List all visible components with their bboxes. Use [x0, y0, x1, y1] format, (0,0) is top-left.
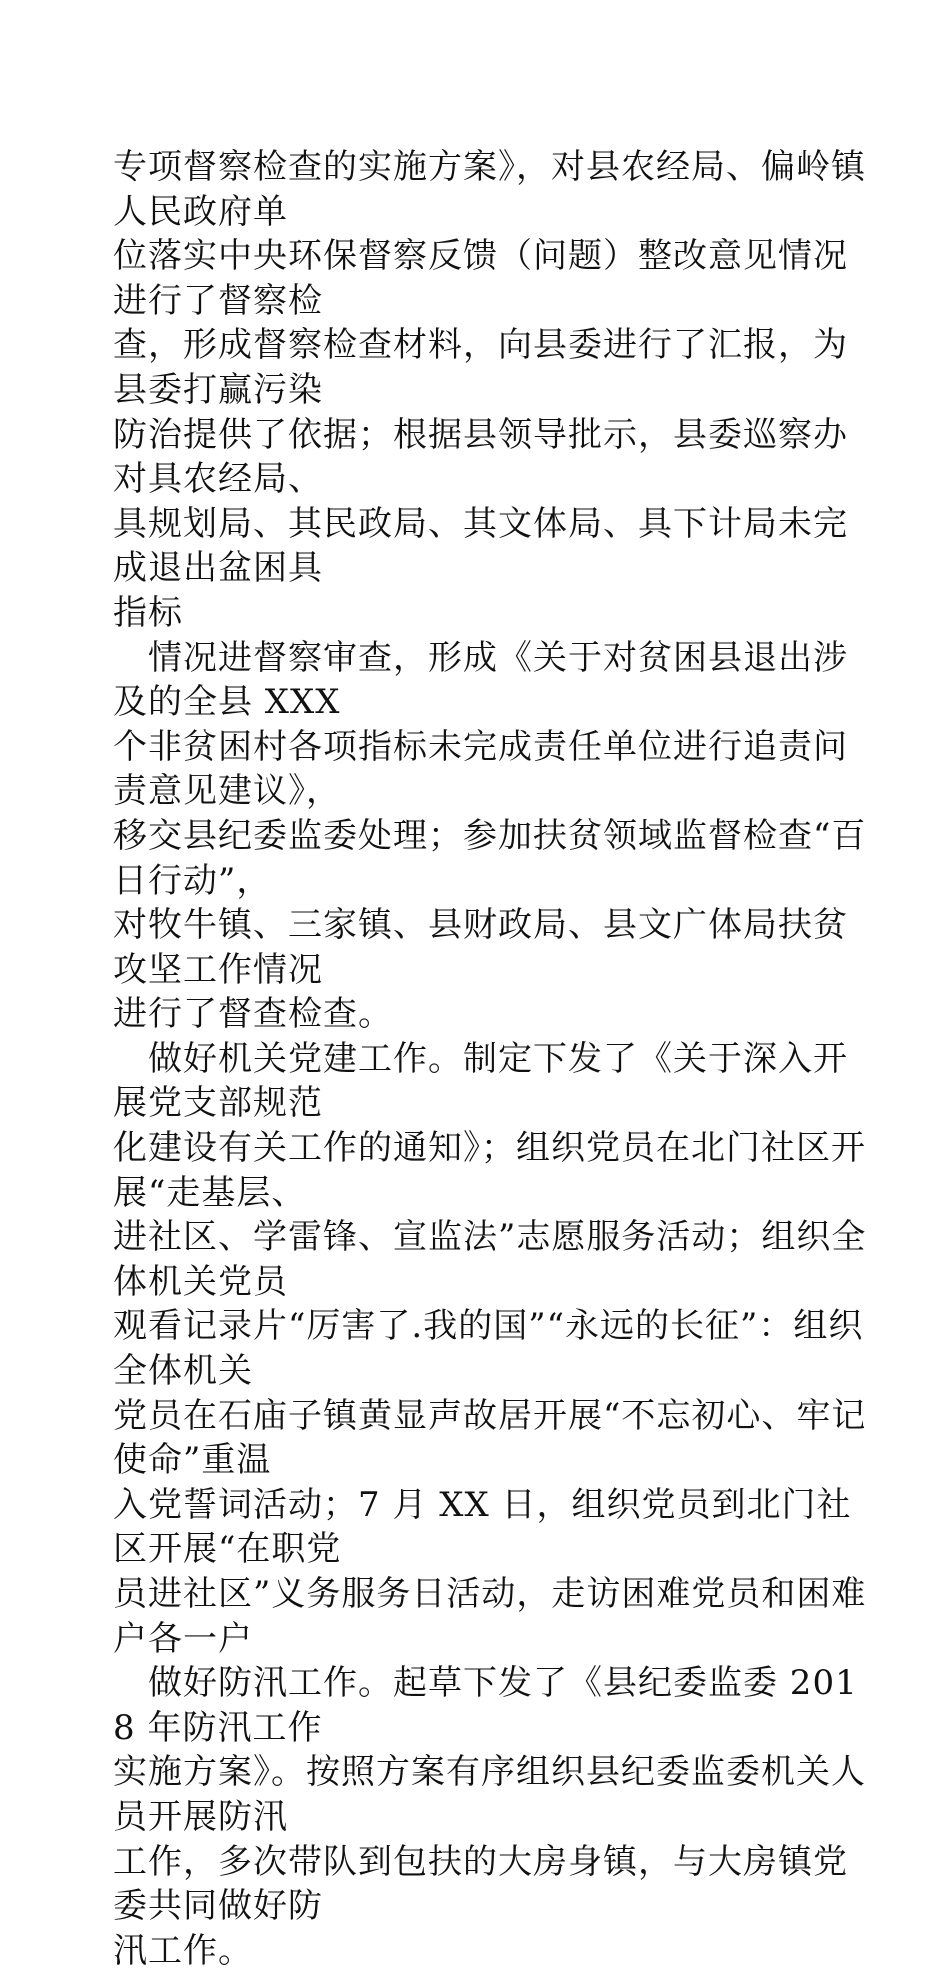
text-line: 观看记录片“厉害了.我的国”“永远的长征”：组织全体机关	[113, 1306, 864, 1392]
text-line: 移交县纪委监委处理；参加扶贫领域监督检查“百日行动”，	[113, 815, 867, 901]
text-line: 做好防汛工作。起草下发了《县纪委监委 2018 年防汛工作	[113, 1663, 858, 1748]
text-line: 党员在石庙子镇黄显声故居开展“不忘初心、牢记使命”重温	[113, 1395, 867, 1481]
text-line: 进社区、学雷锋、宣监法”志愿服务活动；组织全体机关党员	[113, 1217, 867, 1302]
text-line: 入党誓词活动；7 月 XX 日，组织党员到北门社区开展“在职党	[113, 1484, 852, 1570]
text-line: 对牧牛镇、三家镇、县财政局、县文广体局扶贫攻坚工作情况	[113, 905, 848, 990]
text-line: 员进社区”义务服务日活动，走访困难党员和困难户各一户	[113, 1574, 867, 1659]
text-line: 查，形成督察检查材料，向县委进行了汇报，为县委打赢污染	[113, 325, 848, 410]
text-line: 汛工作。	[113, 1930, 253, 1971]
text-line: 个非贫困村各项指标未完成责任单位进行追责问责意见建议》，	[113, 726, 848, 812]
text-line: 做好机关党建工作。制定下发了《关于深入开展党支部规范	[113, 1038, 848, 1124]
text-line: 具规划局、其民政局、其文体局、具下计局未完成退出盆困具	[113, 503, 848, 589]
text-line: 化建设有关工作的通知》；组织党员在北门社区开展“走基层、	[113, 1128, 866, 1213]
text-line: 情况进督察审查，形成《关于对贫困县退出涉及的全县 XXX	[113, 637, 848, 723]
body-text	[113, 145, 873, 1973]
text-line: 专项督察检查的实施方案》，对县农经局、偏岭镇人民政府单	[113, 147, 866, 232]
text-line: 指标	[113, 592, 183, 633]
text-line: 进行了督查检查。	[113, 994, 393, 1035]
text-line: 位落实中央环保督察反馈（问题）整改意见情况进行了督察检	[113, 236, 848, 321]
text-line: 工作，多次带队到包扶的大房身镇，与大房镇党委共同做好防	[113, 1841, 848, 1927]
text-line: 实施方案》。按照方案有序组织县纪委监委机关人员开展防汛	[113, 1752, 866, 1837]
text-line: 防治提供了依据；根据县领导批示，县委巡察办对具农经局、	[113, 414, 848, 500]
